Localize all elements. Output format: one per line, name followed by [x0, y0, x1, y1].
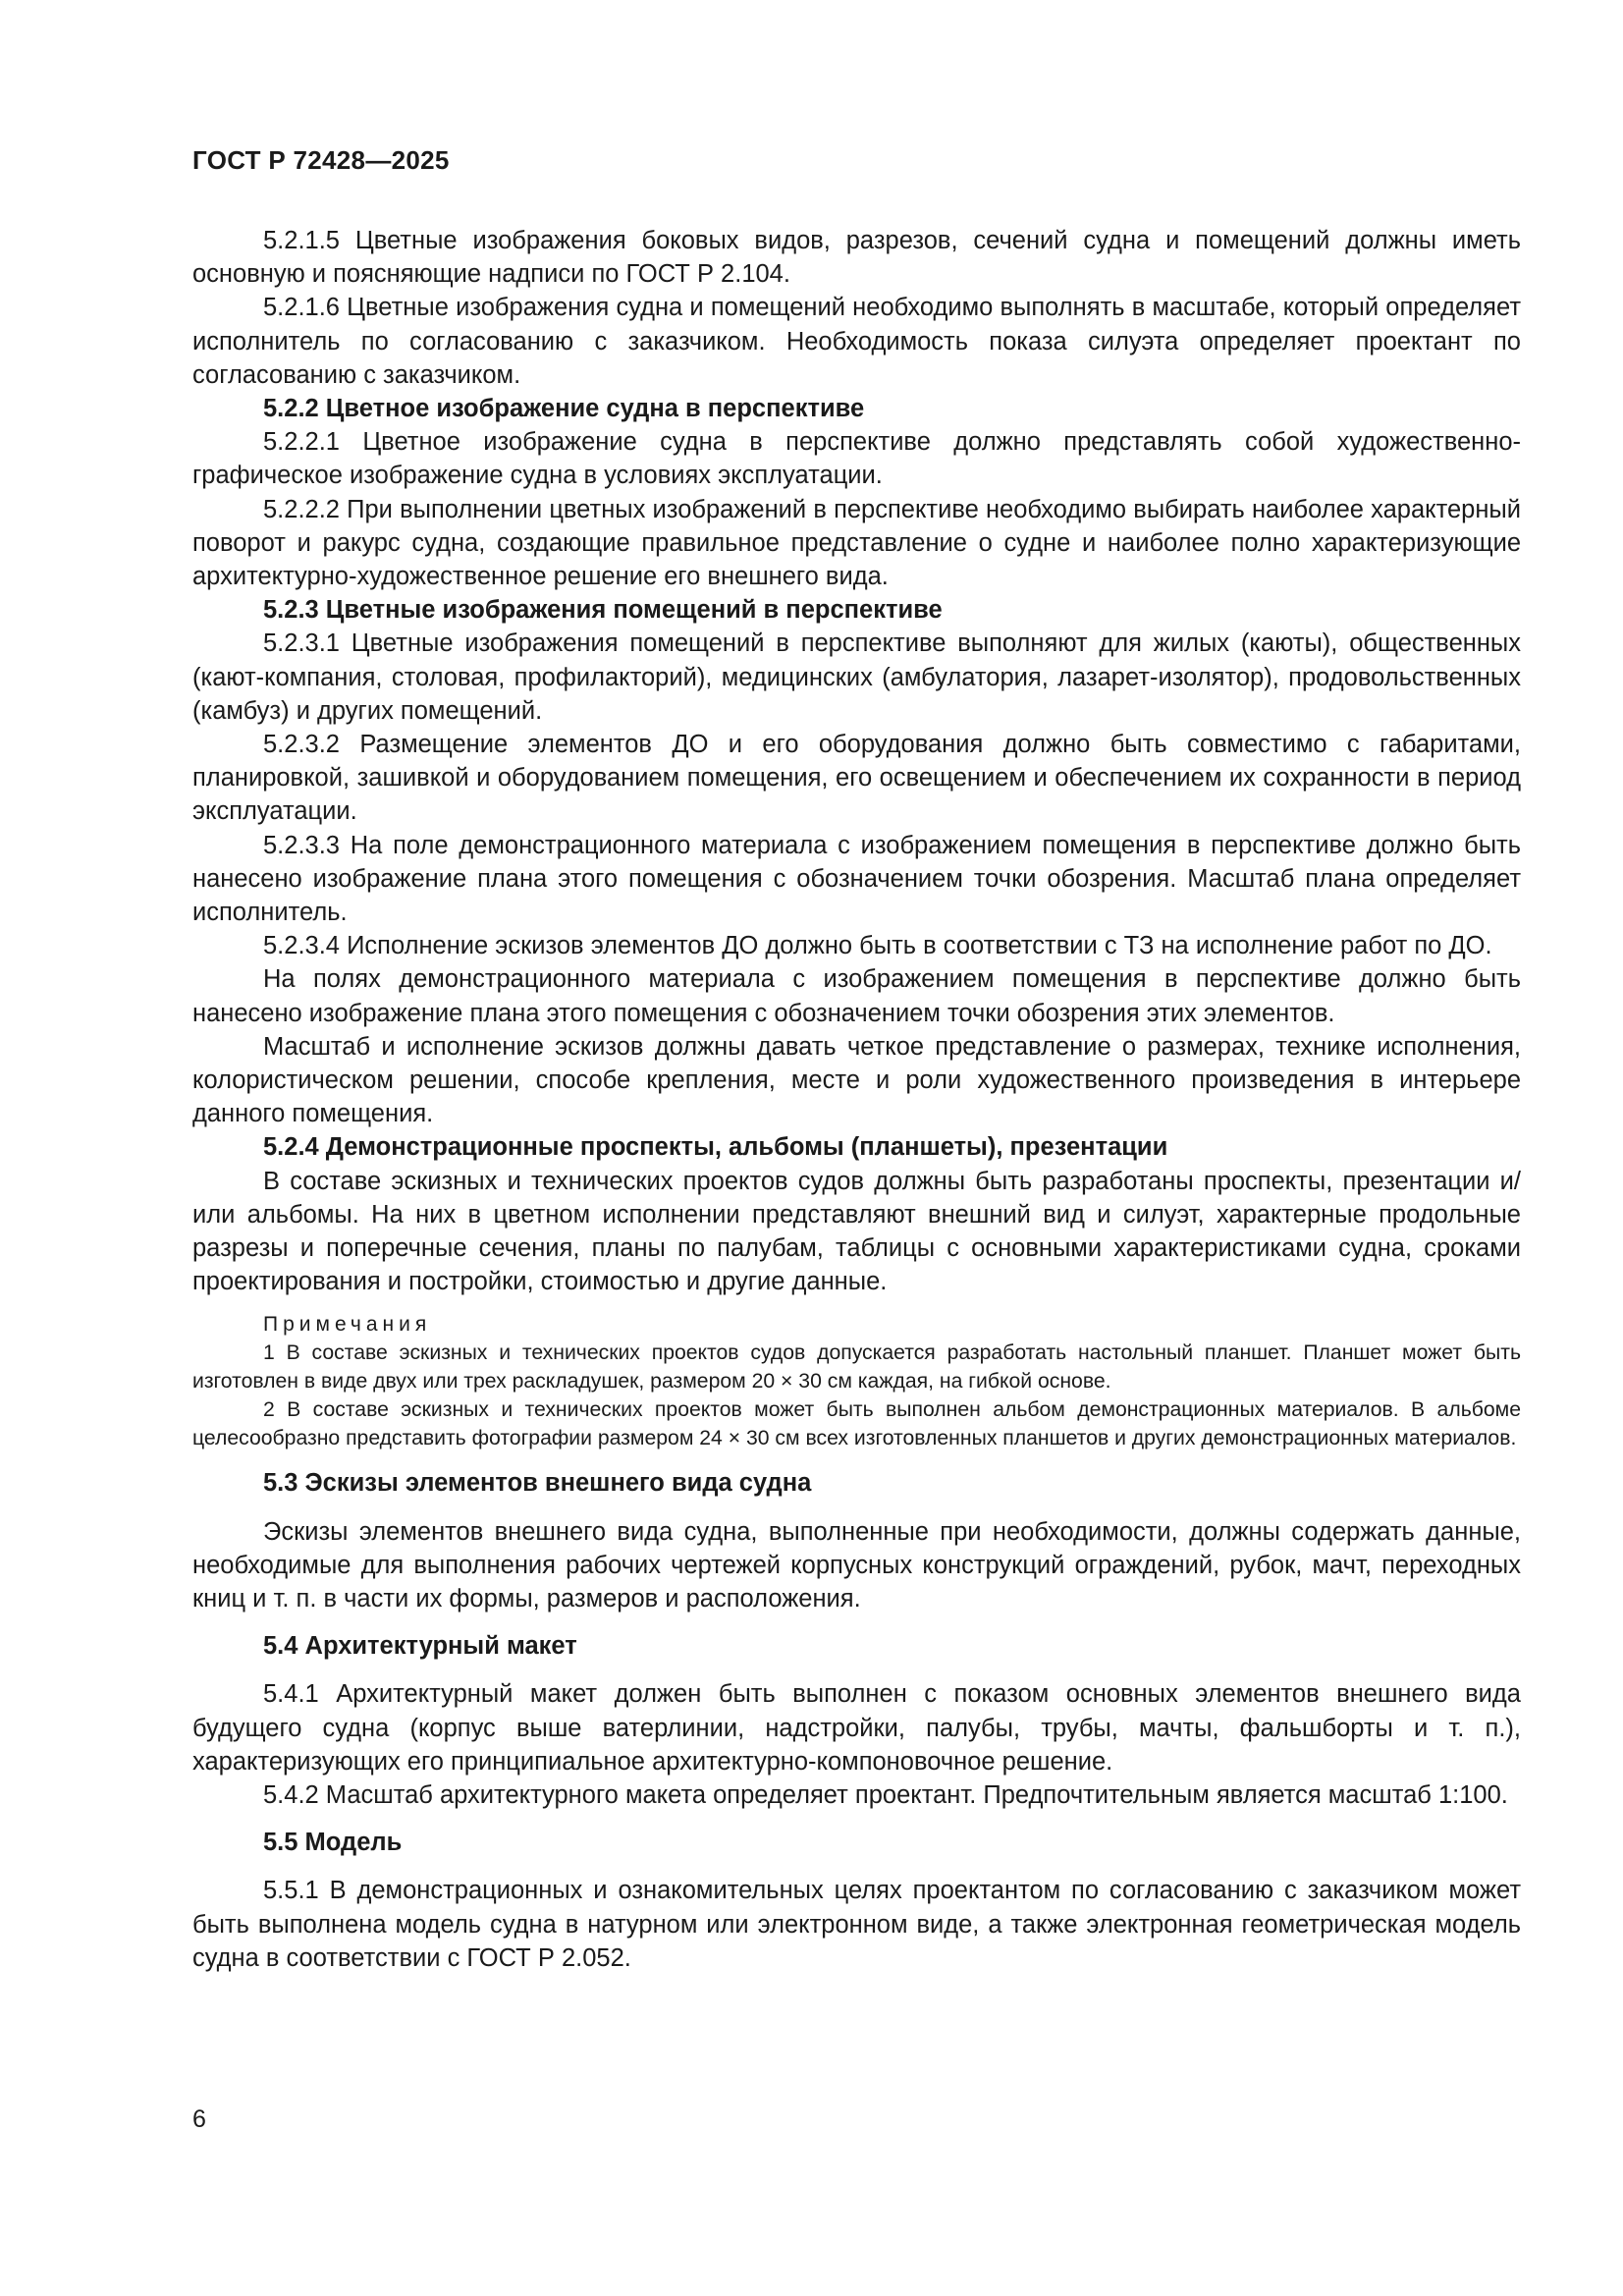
para-scale: Масштаб и исполнение эскизов должны давать четкое представление о размерах, технике исполнения, колористическом решении, способе крепления, месте и роли художественного произведения в интерьере данного помещения. [192, 1032, 1521, 1128]
heading-5-3: 5.3 Эскизы элементов внешнего вида судна [263, 1469, 812, 1498]
para-fields: На полях демонстрационного материала с изображением помещения в перспективе должно быть нанесено изображение плана этого помещения с обозначением точки обозрения этих элементов. [192, 965, 1521, 1027]
para-5-2-2-2: 5.2.2.2 При выполнении цветных изображений в перспективе необходимо выбирать наиболее характерный поворот и ракурс судна, создающие правильное представление о судне и наиболее полно характеризующие архитектурно-художественное решение его внешнего вида. [192, 495, 1521, 591]
para-5-4-2: 5.4.2 Масштаб архитектурного макета определяет проектант. Предпочтительным является масштаб 1:100. [263, 1780, 1508, 1809]
notes-block [192, 1311, 1521, 1453]
heading-5-2-4: 5.2.4 Демонстрационные проспекты, альбомы (планшеты), презентации [263, 1133, 1168, 1162]
para-5-2-1-5: 5.2.1.5 Цветные изображения боковых видов, разрезов, сечений судна и помещений должны иметь основную и поясняющие надписи по ГОСТ Р 2.104. [192, 227, 1521, 289]
heading-5-5: 5.5 Модель [263, 1829, 403, 1857]
heading-5-4: 5.4 Архитектурный макет [263, 1632, 577, 1661]
para-5-4-1: 5.4.1 Архитектурный макет должен быть выполнен с показом основных элементов внешнего вида будущего судна (корпус выше ватерлинии, надстройки, палубы, трубы, мачты, фальшборты и т. п.), характеризующих его принципиальное архитектурно-компоновочное решение. [192, 1680, 1521, 1776]
para-5-3: Эскизы элементов внешнего вида судна, выполненные при необходимости, должны содержать данные, необходимые для выполнения рабочих чертежей корпусных конструкций ограждений, рубок, мачт, переходных книц и т. п. в части их формы, размеров и расположения. [192, 1517, 1521, 1613]
para-5-2-3-2: 5.2.3.2 Размещение элементов ДО и его оборудования должно быть совместимо с габаритами, планировкой, зашивкой и оборудованием помещения, его освещением и обеспечением их сохранности в период эксплуатации. [192, 731, 1521, 826]
note-1: 1 В составе эскизных и технических проектов судов допускается разработать настольный планшет. Планшет может быть изготовлен в виде двух или трех раскладушек, размером 20 × 30 см каждая, на гибкой основе. [192, 1340, 1521, 1393]
notes-title: Примечания [263, 1312, 432, 1336]
para-5-2-4: В составе эскизных и технических проектов судов должны быть разработаны проспекты, презентации и/или альбомы. На них в цветном исполнении представляют внешний вид и силуэт, характерные продольные разрезы и поперечные сечения, планы по палубам, таблицы с основными характеристиками судна, сроками проектирования и постройки, стоимостью и другие данные. [192, 1167, 1521, 1296]
note-2: 2 В составе эскизных и технических проектов может быть выполнен альбом демонстрационных материалов. В альбоме целесообразно представить фотографии размером 24 × 30 см всех изготовленных планшетов и других демонстрационных материалов. [192, 1397, 1521, 1450]
document-body [192, 224, 1521, 1975]
para-5-2-3-4: 5.2.3.4 Исполнение эскизов элементов ДО должно быть в соответствии с ТЗ на исполнение работ по ДО. [263, 932, 1492, 960]
para-5-5-1: 5.5.1 В демонстрационных и ознакомительных целях проектантом по согласованию с заказчиком может быть выполнена модель судна в натурном или электронном виде, а также электронная геометрическая модель судна в соответствии с ГОСТ Р 2.052. [192, 1877, 1521, 1972]
para-5-2-3-3: 5.2.3.3 На поле демонстрационного материала с изображением помещения в перспективе должно быть нанесено изображение плана этого помещения с обозначением точки обозрения. Масштаб плана определяет исполнитель. [192, 831, 1521, 927]
document-code-header: ГОСТ Р 72428—2025 [192, 145, 450, 175]
para-5-2-1-6: 5.2.1.6 Цветные изображения судна и помещений необходимо выполнять в масштабе, который определяет исполнитель по согласованию с заказчиком. Необходимость показа силуэта определяет проектант по согласованию с заказчиком. [192, 294, 1521, 389]
heading-5-2-2: 5.2.2 Цветное изображение судна в перспективе [263, 395, 865, 423]
page-number: 6 [192, 2105, 206, 2133]
para-5-2-3-1: 5.2.3.1 Цветные изображения помещений в перспективе выполняют для жилых (каюты), общественных (кают-компания, столовая, профилакторий), медицинских (амбулатория, лазарет-изолятор), продовольственных (камбуз) и других помещений. [192, 629, 1521, 725]
para-5-2-2-1: 5.2.2.1 Цветное изображение судна в перспективе должно представлять собой художественно-графическое изображение судна в условиях эксплуатации. [192, 428, 1521, 490]
heading-5-2-3: 5.2.3 Цветные изображения помещений в перспективе [263, 596, 943, 625]
